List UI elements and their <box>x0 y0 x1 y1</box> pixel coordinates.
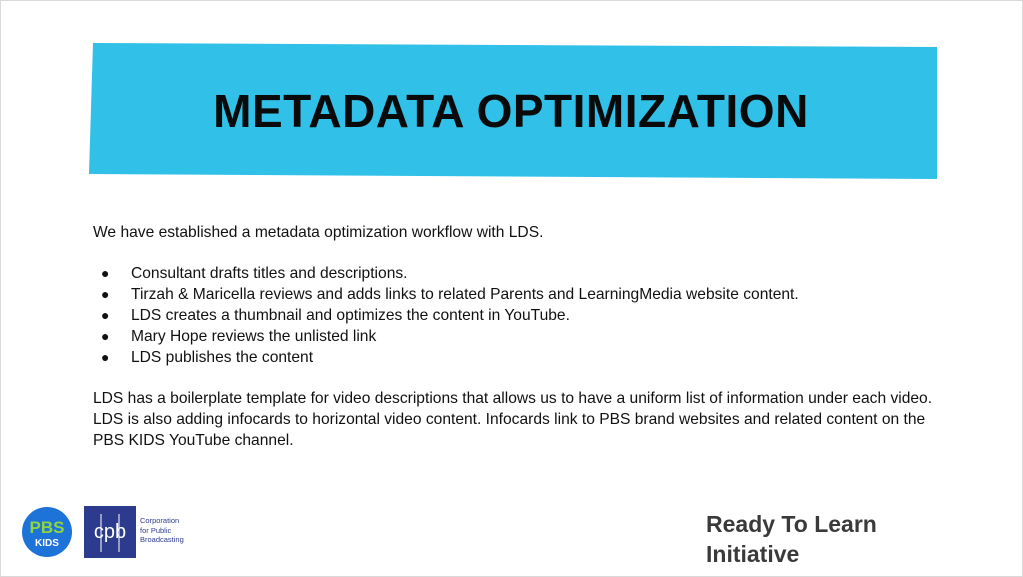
cpb-logo <box>84 506 136 558</box>
bullet-icon: ● <box>101 328 110 344</box>
footer-line: Initiative <box>706 541 800 567</box>
title-banner <box>81 43 941 179</box>
cpb-logo-text <box>140 516 230 545</box>
outro-text: LDS has a boilerplate template for video descriptions that allows us to have a uniform list of information under each video. LDS is also adding infocards to horizontal video content. Infocards link to PBS brand websites and related content on the PBS KIDS YouTube channel. <box>93 390 933 449</box>
slide-body <box>93 222 953 451</box>
cpb-text-line: Corporation <box>140 516 180 525</box>
workflow-list <box>93 263 953 368</box>
intro-text: We have established a metadata optimization workflow with LDS. <box>93 224 544 241</box>
list-item-text: LDS creates a thumbnail and optimizes the content in YouTube. <box>131 307 570 324</box>
bullet-icon: ● <box>101 307 110 323</box>
footer-line: Ready To Learn <box>706 511 877 537</box>
list-item <box>93 284 953 305</box>
list-item <box>93 347 953 368</box>
svg-text:KIDS: KIDS <box>35 538 59 549</box>
list-item-text: LDS publishes the content <box>131 349 314 366</box>
list-item-text: Tirzah & Maricella reviews and adds links to related Parents and LearningMedia website content. <box>131 286 799 303</box>
bullet-icon: ● <box>101 286 110 302</box>
list-item-text: Mary Hope reviews the unlisted link <box>131 328 377 345</box>
list-item <box>93 263 953 284</box>
list-item <box>93 305 953 326</box>
cpb-text-line: Broadcasting <box>140 535 184 544</box>
bullet-icon: ● <box>101 265 110 281</box>
svg-text:PBS: PBS <box>29 518 65 537</box>
slide-title: METADATA OPTIMIZATION <box>213 85 809 137</box>
list-item-text: Consultant drafts titles and descriptions. <box>131 265 408 282</box>
pbs-kids-logo <box>21 506 73 558</box>
bullet-icon: ● <box>101 349 110 365</box>
ready-to-learn-label <box>706 509 966 569</box>
list-item <box>93 326 953 347</box>
cpb-text-line: for Public <box>140 525 172 535</box>
svg-text:cpb: cpb <box>93 521 127 543</box>
